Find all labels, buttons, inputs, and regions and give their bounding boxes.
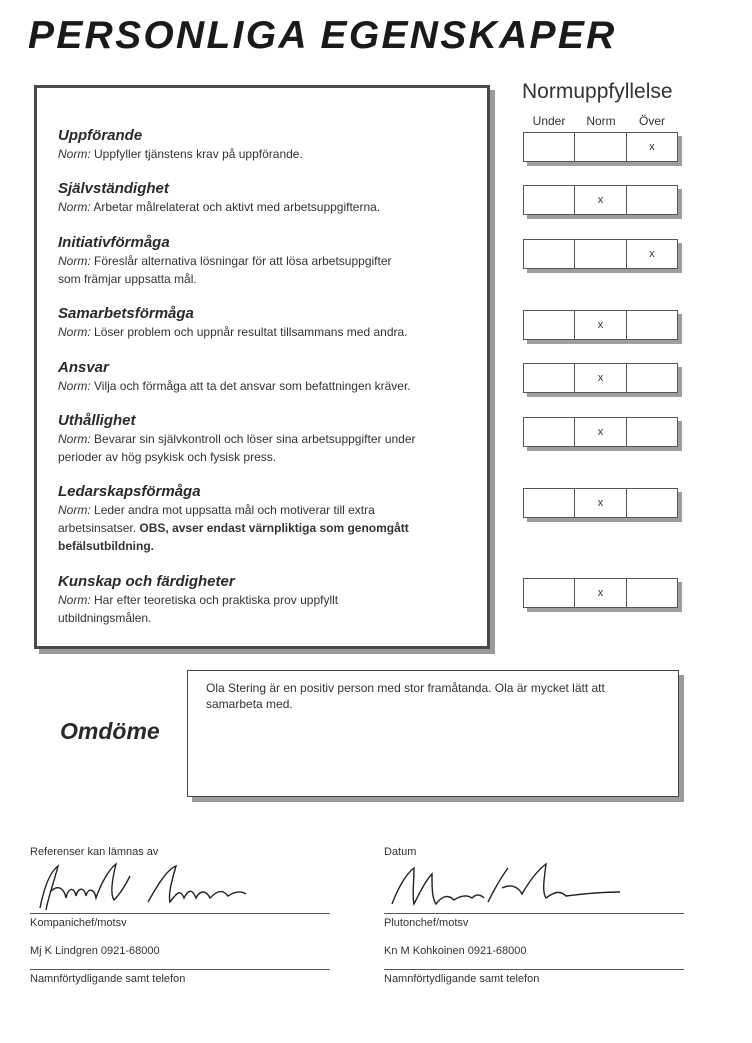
rating-cell-over[interactable]: x bbox=[649, 141, 655, 153]
norm-prefix: Norm: bbox=[58, 379, 91, 393]
norm-prefix: Norm: bbox=[58, 503, 91, 517]
criterion-uthallighet bbox=[58, 411, 478, 466]
column-header-norm: Norm bbox=[586, 114, 616, 128]
references-label: Referenser kan lämnas av bbox=[30, 846, 159, 858]
column-header-over: Över bbox=[638, 114, 665, 128]
rating-cell-under[interactable] bbox=[524, 418, 575, 446]
rating-row bbox=[523, 417, 678, 447]
criterion-desc-text: perioder av hög psykisk och fysisk press. bbox=[58, 450, 277, 464]
criterion-name: Självständighet bbox=[58, 180, 169, 197]
criterion-desc bbox=[58, 377, 478, 395]
criterion-desc-bold: OBS, avser endast värnpliktiga som genomgått bbox=[139, 521, 409, 535]
name-line bbox=[384, 969, 684, 970]
criterion-name: Initiativförmåga bbox=[58, 234, 170, 251]
rating-row bbox=[523, 363, 678, 393]
rating-cell-over[interactable] bbox=[627, 489, 677, 517]
rating-cell-under[interactable] bbox=[524, 364, 575, 392]
norm-prefix: Norm: bbox=[58, 432, 91, 446]
norm-heading: Normuppfyllelse bbox=[522, 80, 673, 103]
rating-cell-norm[interactable]: x bbox=[575, 489, 626, 517]
signature-line bbox=[30, 913, 330, 914]
criterion-kunskap bbox=[58, 572, 478, 627]
norm-prefix: Norm: bbox=[58, 593, 91, 607]
criterion-desc-text: Bevarar sin självkontroll och löser sina arbetsuppgifter under bbox=[94, 432, 416, 446]
left-signature bbox=[30, 858, 260, 918]
criterion-samarbetsformaga bbox=[58, 304, 478, 341]
rating-cell-norm[interactable] bbox=[575, 133, 626, 161]
rating-row bbox=[523, 185, 678, 215]
omdome-label: Omdöme bbox=[60, 718, 160, 744]
criterion-desc bbox=[58, 501, 478, 555]
rating-cell-norm[interactable]: x bbox=[575, 311, 626, 339]
rating-row bbox=[523, 239, 678, 269]
criterion-desc bbox=[58, 198, 478, 216]
criterion-desc-text: som främjar uppsatta mål. bbox=[58, 272, 197, 286]
rating-cell-norm[interactable]: x bbox=[575, 579, 626, 607]
criterion-desc-text: Löser problem och uppnår resultat tillsammans med andra. bbox=[94, 325, 408, 339]
norm-prefix: Norm: bbox=[58, 325, 91, 339]
right-role: Plutonchef/motsv bbox=[384, 917, 469, 929]
criterion-uppforande bbox=[58, 126, 478, 163]
norm-prefix: Norm: bbox=[58, 200, 91, 214]
rating-cell-over[interactable] bbox=[627, 579, 677, 607]
rating-row bbox=[523, 132, 678, 162]
criterion-name: Ledarskapsförmåga bbox=[58, 483, 201, 500]
criterion-desc-text: Arbetar målrelaterat och aktivt med arbetsuppgifterna. bbox=[93, 200, 381, 214]
criterion-ansvar bbox=[58, 358, 478, 395]
norm-prefix: Norm: bbox=[58, 147, 91, 161]
rating-row bbox=[523, 310, 678, 340]
rating-cell-norm[interactable]: x bbox=[575, 186, 626, 214]
left-name-caption: Namnförtydligande samt telefon bbox=[30, 973, 186, 985]
criterion-ledarskapsformaga bbox=[58, 482, 478, 555]
rating-cell-under[interactable] bbox=[524, 489, 575, 517]
rating-cell-over[interactable] bbox=[627, 418, 677, 446]
omdome-text[interactable]: Ola Stering är en positiv person med stor framåtanda. Ola är mycket lätt att samarbeta med. bbox=[187, 670, 679, 797]
rating-cell-under[interactable] bbox=[524, 133, 575, 161]
criterion-desc bbox=[58, 591, 478, 627]
criterion-desc bbox=[58, 430, 478, 466]
name-line bbox=[30, 969, 330, 970]
criterion-desc-bold: befälsutbildning. bbox=[58, 539, 154, 553]
signature-line bbox=[384, 913, 684, 914]
criterion-desc-text: arbetsinsatser. bbox=[58, 521, 137, 535]
rating-cell-under[interactable] bbox=[524, 186, 575, 214]
rating-cell-norm[interactable]: x bbox=[575, 418, 626, 446]
criterion-desc-text: Leder andra mot uppsatta mål och motiverar till extra bbox=[94, 503, 375, 517]
rating-cell-norm[interactable] bbox=[575, 240, 626, 268]
criterion-desc bbox=[58, 323, 478, 341]
rating-cell-norm[interactable]: x bbox=[575, 364, 626, 392]
criterion-desc-text: Har efter teoretiska och praktiska prov uppfyllt bbox=[94, 593, 339, 607]
criterion-name: Uthållighet bbox=[58, 412, 136, 429]
criterion-name: Samarbetsförmåga bbox=[58, 305, 194, 322]
criterion-desc bbox=[58, 252, 478, 288]
column-header-under: Under bbox=[532, 114, 566, 128]
rating-cell-under[interactable] bbox=[524, 311, 575, 339]
criterion-name: Kunskap och färdigheter bbox=[58, 573, 235, 590]
right-name: Kn M Kohkoinen 0921-68000 bbox=[384, 945, 527, 957]
rating-cell-under[interactable] bbox=[524, 240, 575, 268]
rating-cell-over[interactable] bbox=[627, 186, 677, 214]
date-label: Datum bbox=[384, 846, 417, 858]
criterion-name: Uppförande bbox=[58, 127, 143, 144]
left-role: Kompanichef/motsv bbox=[30, 917, 127, 929]
criterion-desc-text: Uppfyller tjänstens krav på uppförande. bbox=[94, 147, 303, 161]
page-title: PERSONLIGA EGENSKAPER bbox=[28, 14, 617, 57]
criterion-desc-text: utbildningsmålen. bbox=[58, 611, 152, 625]
rating-cell-under[interactable] bbox=[524, 579, 575, 607]
criterion-desc bbox=[58, 145, 478, 163]
rating-row bbox=[523, 488, 678, 518]
criterion-sjalvstandighet bbox=[58, 179, 478, 216]
criterion-initiativformaga bbox=[58, 233, 478, 288]
criteria-box bbox=[34, 85, 490, 649]
left-name: Mj K Lindgren 0921-68000 bbox=[30, 945, 160, 957]
right-signature bbox=[384, 858, 644, 914]
criterion-desc-text: Föreslår alternativa lösningar för att lösa arbetsuppgifter bbox=[94, 254, 392, 268]
norm-prefix: Norm: bbox=[58, 254, 91, 268]
rating-cell-over[interactable] bbox=[627, 364, 677, 392]
criterion-desc-text: Vilja och förmåga att ta det ansvar som befattningen kräver. bbox=[94, 379, 411, 393]
rating-cell-over[interactable]: x bbox=[649, 248, 655, 260]
criterion-name: Ansvar bbox=[58, 359, 109, 376]
rating-row bbox=[523, 578, 678, 608]
right-name-caption: Namnförtydligande samt telefon bbox=[384, 973, 540, 985]
rating-cell-over[interactable] bbox=[627, 311, 677, 339]
